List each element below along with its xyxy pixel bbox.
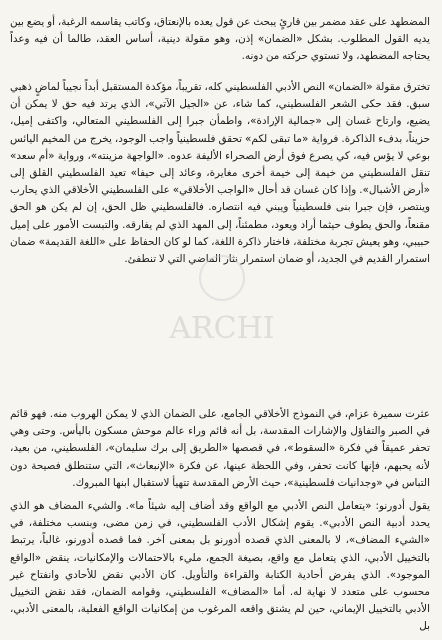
paragraph-2: [10, 79, 430, 268]
paragraph-text: يقول أدورنو: «يتعامل النص الأدبي مع الواقع وقد أضاف إليه شيئاً ما». والشيء المضاف هو الذي يحدد أدبية النص الأدبي». يقوم إشكال الأدب الفلسطيني، في زمن مضى، وبنسب مختلفة، في «الشيء المضاف»، لا بالمعنى الذي قصده أدورنو بل بمعنى آخر. فما قصده أدورنو، غالباً، يرتبط بالتخييل الأدبي، الذي يتعامل مع واقع، بصيغة الجمع، مليء بالاحتمالات والإمكانيات، ينقض «الواقع الموجود». الذي يفرض أحادية الكتابة والقراءة والتأويل. كان الأدبي نقض للأحادي وانفتاح غير محسوب على متعدد لا نهاية له. أما «المضاف» الفلسطيني، وقوامه الضمان، فقد نقض التخييل الأدبي بالتخييل الإيماني، حين لم يشتق واقعه المرغوب من إمكانيات الواقع الفعلية، بالمعنى الأدبي، بل: [10, 500, 430, 633]
paragraph-text: تخترق مقولة «الضمان» النص الأدبي الفلسطيني كله، تقريباً، مؤكدة المستقبل أبداً نجيباً لماضٍ ذهبي سبق. فقد حكى الشعر الفلسطيني، كما شاء، عن «الجيل الآتي»، الذي يرتد فيه حق لا يمكن أن يضيع، وارتاح غسان إلى «جمالية الإرادة»، واطمأن جبرا إلى الفلسطيني المتعالي، واكتفى إميل، حزيناً، بدفء الذاكرة. فرواية «ما تبقى لكم» تحقق فلسطينياً واجب الوجود، يخرج من المخيم اليائس بوعي لا يؤس فيه، كي يصرع فوق أرض الصحراء الأليفة عدوه. «الواجهة مزينته»، ورواية «أم سعد» تنقل الفلسطيني من خيمة إلى خيمة أخرى مغايرة، وعائد إلى حيفا» تعيد الفلسطيني القلق إلى «أرض الأشبال». وإذا كان غسان قد أحال «الواجب الأخلاقي» على الفلسطيني الأخلاقي الذي يحارب وينتصر، فإن جبرا بنى فلسطينياً ويبني فيه انتصاره. فالفلسطيني ظل الحق، إن لم يكن هو الحق مقنعاً، والحق يطوف حيثما أراد ويعود، مطمئناً، إلى المهد الذي لم يفارقه. والتبست الأمور على إميل حبيبي، وهو يعيش تجربة مختلفة، فاختار ذاكرة اللغة، كما لو كان الحفاظ على «اللغة القديمة» ضمان استمرار القديم في الجديد، أو ضمان استمرار نثار الماضي التي لا تنطفئ.: [10, 81, 430, 266]
paragraph-text: المضطهد على عقد مضمر بين قارئٍ يبحث عن قول يعده بالإنعتاق، وكاتب يقاسمه الرغبة، أو يضع بين يديه القول المطلوب. بشكل «الضمان» إذن، وهو مقولة دينية، أساس العقد، طالما أن فيه وعداً يحتاجه المضطهد، ولا تستوي حركته من دونه.: [10, 16, 430, 63]
watermark-text: ARCHI: [169, 311, 275, 346]
paragraph-text: عثرت سميرة عزام، في النموذج الأخلاقي الجامع، على الضمان الذي لا يمكن الهروب منه. فهو قائم في الصبر والتفاؤل والإشارات المقدسة، بل أنه قائم وراء عالم موحش مسكون باليأس. وحتى وهي تحفر عميقاً في فكرة «السقوط»، في قصصها «الطريق إلى برك سليمان»، الفلسطيني، من بعيد، لأنه يحبهم، فإنها كانت تحفر، وفي اللحظة عينها، عن فكرة «الإنبعاث»، التي ستنطلق فصيحة دون التباس في «وجدانيات فلسطينية»، حيث الأرض المقدسة تتهيأ لاستقبال ابنها المبروك.: [10, 408, 430, 489]
paragraph-1: [10, 14, 430, 66]
paragraph-3: [10, 406, 430, 492]
paragraph-4: [10, 498, 430, 636]
